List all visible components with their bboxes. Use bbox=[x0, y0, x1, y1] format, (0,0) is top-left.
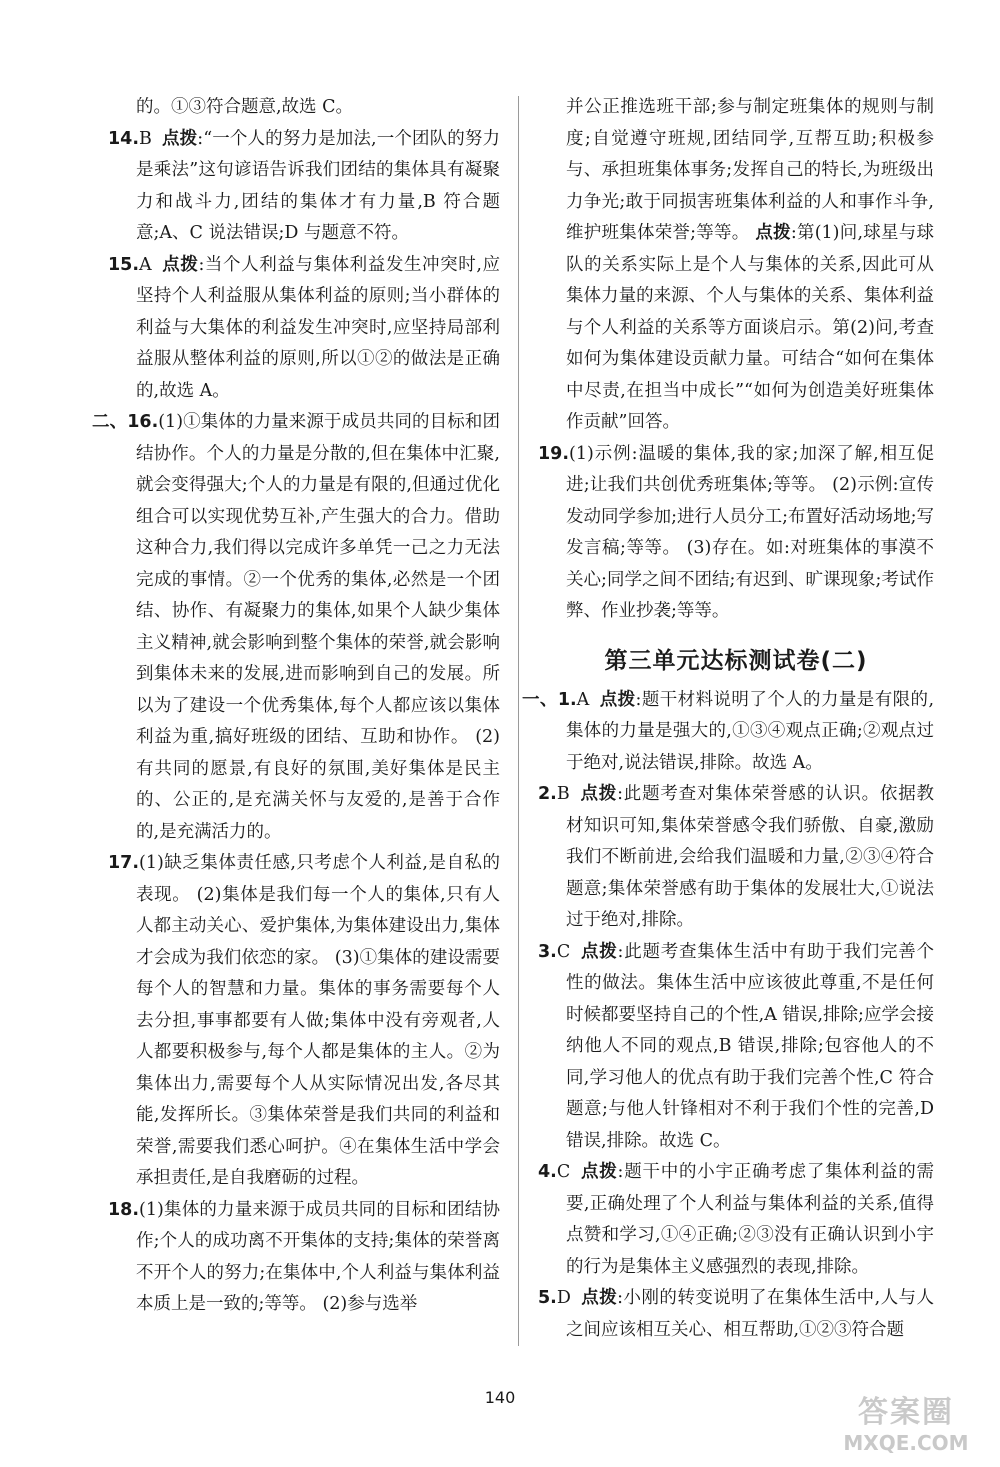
answer-text: :此题考查对集体荣誉感的认识。依据教材知识可知,集体荣誉感令我们骄傲、自豪,激励我们不断前进,会给我们温暖和力量,②③④符合题意;集体荣誉感有助于集体的发展壮大,①说法过于绝对,排除。 bbox=[566, 784, 934, 930]
question-number: 19. bbox=[538, 443, 570, 464]
answer-2 bbox=[538, 779, 934, 937]
watermark-title: 答案圈 bbox=[858, 1395, 954, 1430]
page-number: 140 bbox=[484, 1388, 516, 1407]
answer-choice: A bbox=[576, 689, 590, 710]
question-number: 18. bbox=[108, 1199, 140, 1220]
answer-choice: B bbox=[139, 128, 152, 149]
answer-text: :题干中的小宇正确考虑了集体利益的需要,正确处理了个人利益与集体利益的关系,值得点赞和学习,①④正确;②③没有正确认识到小宇的行为是集体主义感强烈的表现,排除。 bbox=[566, 1162, 934, 1277]
answer-5 bbox=[538, 1283, 934, 1346]
section-title: 第三单元达标测试卷(二) bbox=[604, 647, 868, 674]
answer-19 bbox=[538, 439, 934, 628]
answer-15 bbox=[108, 250, 500, 408]
question-number: 17. bbox=[108, 853, 140, 873]
question-number: 14. bbox=[108, 128, 140, 149]
hint-label: 点拨 bbox=[580, 1288, 618, 1308]
answer-4 bbox=[538, 1157, 934, 1283]
answer-choice: C bbox=[556, 941, 571, 962]
answer-text: 并公正推选班干部;参与制定班集体的规则与制度;自觉遵守班规,团结同学,互帮互助;积极参与、承担班集体事务;发挥自己的特长,为班级出力争光;敢于同损害班集体利益的人和事作斗争,维护班集体荣誉;等等。 bbox=[566, 97, 934, 243]
answer-1 bbox=[522, 685, 935, 780]
answer-18 bbox=[108, 1195, 500, 1321]
answer-17 bbox=[108, 848, 500, 1195]
answer-text: (1)①集体的力量来源于成员共同的目标和团结协作。个人的力量是分散的,但在集体中汇聚,就会变得强大;个人的力量是有限的,但通过优化组合可以实现优势互补,产生强大的合力。借助这种合力,我们得以完成许多单凭一己之力无法完成的事情。②一个优秀的集体,必然是一个团结、协作、有凝聚力的集体,如果个人缺少集体主义精神,就会影响到整个集体的荣誉,就会影响到集体未来的发展,进而影响到自己的发展。所以为了建设一个优秀集体,每个人都应该以集体利益为重,搞好班级的团结、互助和协作。 (2)有共同的愿景,有良好的氛围,美好集体是民主的、公正的,是充满关怀与友爱的,是善于合作的,是充满活力的。 bbox=[136, 412, 500, 842]
answer-choice: A bbox=[139, 254, 152, 275]
watermark-url: MXQE.COM bbox=[843, 1431, 969, 1455]
answer-text: (1)示例:温暖的集体,我的家;加深了解,相互促进;让我们共创优秀班集体;等等。 (2)示例:宣传发动同学参加;进行人员分工;布置好活动场地;写发言稿;等等。 (3)存在。如:对班集体的事漠不关心;同学之间不团结;有迟到、旷课现象;考试作弊、作业抄袭;等等。 bbox=[566, 443, 934, 621]
question-number: 3. bbox=[538, 941, 557, 962]
hint-label: 点拨 bbox=[599, 689, 636, 710]
answer-choice: D bbox=[556, 1288, 571, 1308]
answer-choice: B bbox=[556, 784, 570, 804]
question-number: 2. bbox=[538, 784, 557, 804]
hint-label: 点拨 bbox=[755, 223, 791, 243]
answer-text: :小刚的转变说明了在集体生活中,人与人之间应该相互关心、相互帮助,①②③符合题 bbox=[566, 1288, 934, 1340]
hint-label: 点拨 bbox=[161, 128, 198, 149]
hint-label: 点拨 bbox=[161, 254, 199, 275]
question-number: 二、16. bbox=[92, 412, 159, 432]
answer-text: (1)集体的力量来源于成员共同的目标和团结协作;个人的成功离不开集体的支持;集体的荣誉离不开个人的努力;在集体中,个人利益与集体利益本质上是一致的;等等。 (2)参与选举 bbox=[136, 1199, 500, 1314]
question-number: 一、1. bbox=[522, 689, 577, 710]
answer-text: :“一个人的努力是加法,一个团队的努力是乘法”这句谚语告诉我们团结的集体具有凝聚力和战斗力,团结的集体才有力量,B 符合题意;A、C 说法错误;D 与题意不符。 bbox=[136, 128, 500, 243]
hint-label: 点拨 bbox=[580, 1162, 618, 1182]
question-number: 15. bbox=[108, 254, 140, 275]
answer-text: (1)缺乏集体责任感,只考虑个人利益,是自私的表现。 (2)集体是我们每一个人的集体,只有人人都主动关心、爱护集体,为集体建设出力,集体才会成为我们依恋的家。 (3)①集体的建设需要每个人的智慧和力量。集体的事务需要每个人去分担,事事都要有人做;集体中没有旁观者,人人都要积极参与,每个人都是集体的主人。②为集体出力,需要每个人从实际情况出发,各尽其能,发挥所长。③集体荣誉是我们共同的利益和荣誉,需要我们悉心呵护。④在集体生活中学会承担责任,是自我磨砺的过程。 bbox=[136, 853, 500, 1188]
answer-choice: C bbox=[556, 1162, 571, 1182]
answer-fragment: 的。①③符合题意,故选 C。 bbox=[136, 97, 354, 117]
answer-text: :题干材料说明了个人的力量是有限的,集体的力量是强大的,①③④观点正确;②观点过于绝对,说法错误,排除。故选 A。 bbox=[566, 689, 935, 773]
question-number: 5. bbox=[538, 1288, 557, 1308]
watermark-logo bbox=[826, 1395, 986, 1459]
right-column bbox=[522, 92, 935, 1346]
answer-text: :此题考查集体生活中有助于我们完善个性的做法。集体生活中应该彼此尊重,不是任何时候都要坚持自己的个性,A 错误,排除;应学会接纳他人不同的观点,B 错误,排除;包容他人的不同,学习他人的优点有助于我们完善个性,C 符合题意;与他人针锋相对不利于我们个性的完善,D 错误,排除。故选 C。 bbox=[566, 941, 934, 1151]
answer-18-continued bbox=[538, 92, 934, 439]
hint-text: :第(1)问,球星与球队的关系实际上是个人与集体的关系,因此可从集体力量的来源、个人与集体的关系、集体利益与个人利益的关系等方面谈启示。第(2)问,考查如何为集体建设贡献力量。可结合“如何在集体中尽责,在担当中成长”“如何为创造美好班集体作贡献”回答。 bbox=[566, 223, 934, 432]
hint-label: 点拨 bbox=[580, 941, 618, 962]
hint-label: 点拨 bbox=[579, 784, 618, 804]
column-divider bbox=[518, 96, 519, 1346]
answer-16 bbox=[92, 407, 500, 848]
answer-3 bbox=[538, 937, 934, 1158]
question-number: 4. bbox=[538, 1162, 557, 1182]
left-column bbox=[92, 92, 500, 1321]
answer-text: :当个人利益与集体利益发生冲突时,应坚持个人利益服从集体利益的原则;当小群体的利益与大集体的利益发生冲突时,应坚持局部利益服从整体利益的原则,所以①②的做法是正确的,故选 A。 bbox=[136, 254, 500, 401]
answer-14 bbox=[108, 124, 500, 250]
